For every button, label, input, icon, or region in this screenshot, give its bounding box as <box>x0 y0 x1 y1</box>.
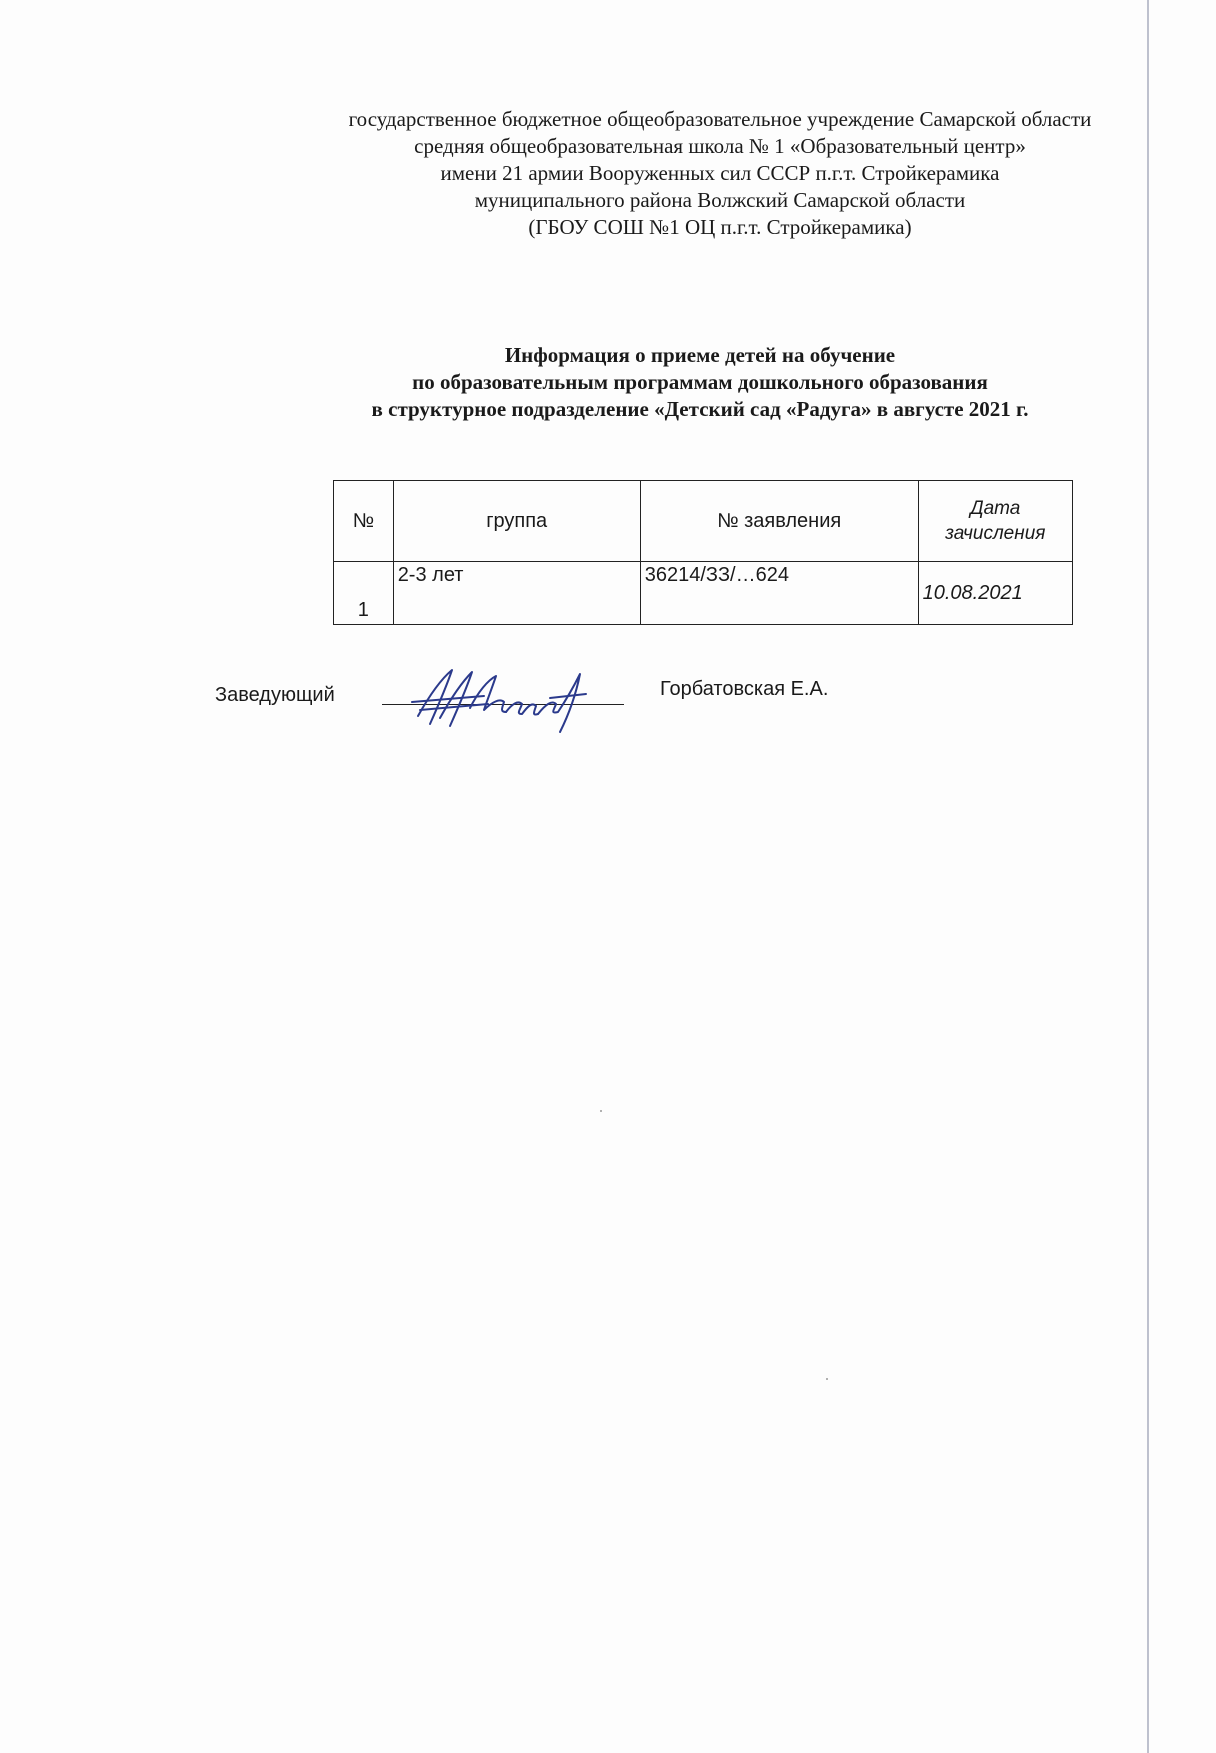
table-row <box>334 562 1073 625</box>
cell-date: 10.08.2021 <box>918 562 1072 625</box>
header-line-4: муниципального района Волжский Самарской области <box>474 188 966 212</box>
title-line-3: в структурное подразделение «Детский сад «Радуга» в августе 2021 г. <box>371 397 1029 421</box>
scan-speck <box>826 1378 828 1380</box>
header-group: группа <box>393 481 640 562</box>
header-line-5: (ГБОУ СОШ №1 ОЦ п.г.т. Стройкерамика) <box>528 215 912 239</box>
handwritten-signature-icon <box>400 658 590 738</box>
cell-application: 36214/ЗЗ/…624 <box>640 562 918 625</box>
title-line-2: по образовательным программам дошкольного образования <box>412 370 988 394</box>
header-line-2: средняя общеобразовательная школа № 1 «Образовательный центр» <box>414 134 1026 158</box>
header-line-3: имени 21 армии Вооруженных сил СССР п.г.т. Стройкерамика <box>440 161 1000 185</box>
header-date <box>918 481 1072 562</box>
title-line-1: Информация о приеме детей на обучение <box>504 343 896 367</box>
header-line-1: государственное бюджетное общеобразовательное учреждение Самарской области <box>348 107 1092 131</box>
organization-header <box>270 106 1170 241</box>
cell-num: 1 <box>334 562 394 625</box>
scan-speck <box>600 1110 602 1112</box>
signer-name: Горбатовская Е.А. <box>660 678 829 700</box>
cell-group: 2-3 лет <box>393 562 640 625</box>
table-header-row <box>334 481 1073 562</box>
header-date-line-2: зачисления <box>945 523 1046 544</box>
header-application: № заявления <box>640 481 918 562</box>
signature-block <box>0 676 1216 736</box>
admission-table <box>333 480 1073 625</box>
header-date-line-1: Дата <box>970 498 1021 519</box>
scan-edge-line <box>1147 0 1149 1753</box>
header-num: № <box>334 481 394 562</box>
document-title <box>240 342 1160 423</box>
signer-role: Заведующий <box>215 684 335 706</box>
